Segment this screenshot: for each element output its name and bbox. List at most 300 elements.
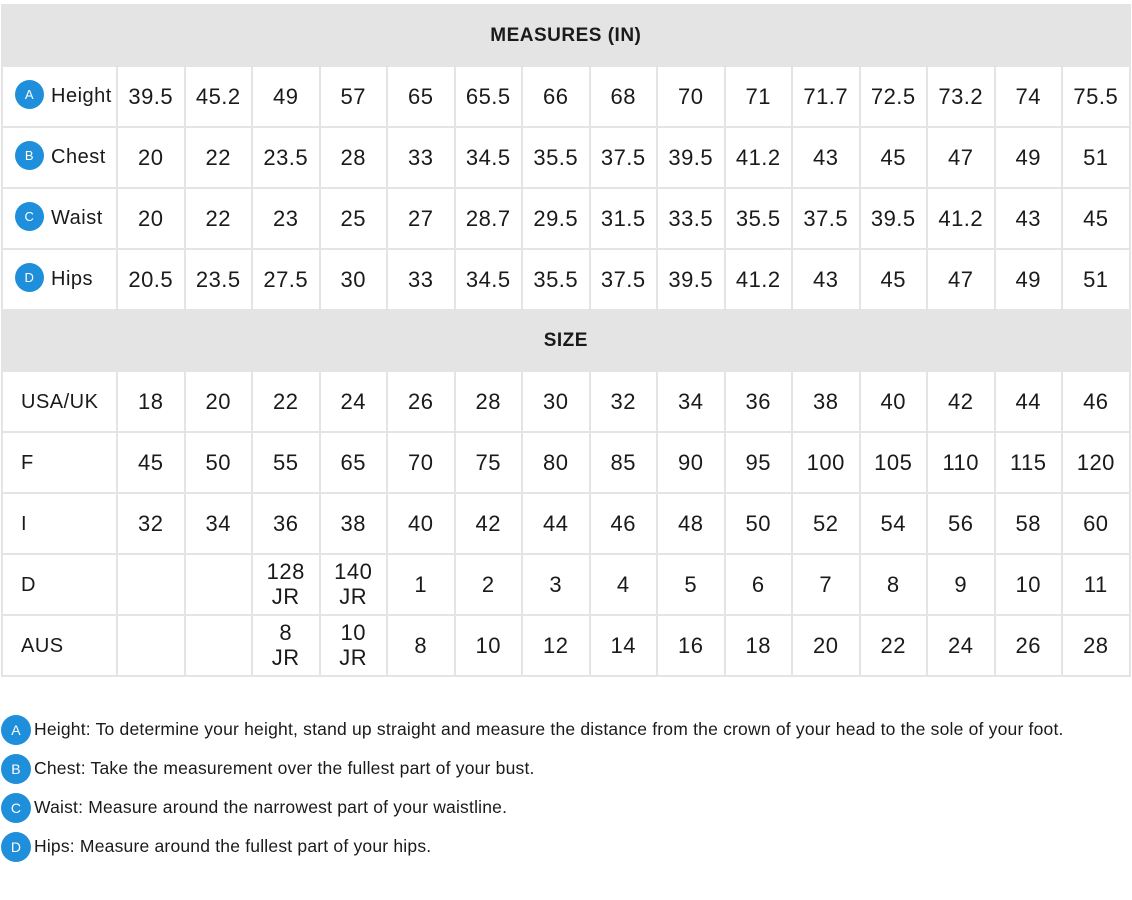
value-text: 85 [610,449,636,475]
value-text: 34.5 [465,144,511,170]
value-text: 27.5 [263,266,309,292]
letter-badge-icon: B [15,141,44,170]
value-cell [792,432,860,493]
value-cell [1062,554,1130,615]
value-cell [117,432,185,493]
value-cell [455,432,523,493]
value-cell [455,371,523,432]
value-text: 4 [616,571,630,597]
value-cell [792,615,860,676]
value-cell [860,371,928,432]
value-cell [455,66,523,127]
value-text: 70 [408,449,434,475]
value-text: 35.5 [735,205,781,231]
value-text: 49 [1015,266,1041,292]
value-cell [1062,432,1130,493]
value-cell [590,493,658,554]
value-cell [252,554,320,615]
value-cell [185,493,253,554]
value-text: 36 [745,388,771,414]
value-text: 10 [475,632,501,658]
row-label-text: D [21,573,36,596]
value-cell [590,188,658,249]
value-text: 54 [880,510,906,536]
value-text: 22 [880,632,906,658]
value-text: 49 [1015,144,1041,170]
value-text: 34 [205,510,231,536]
value-text: 22 [205,205,231,231]
value-text: 24 [948,632,974,658]
value-text: 39.5 [128,83,174,109]
value-text: 40 [408,510,434,536]
value-cell [320,554,388,615]
value-cell [995,432,1063,493]
value-cell [927,554,995,615]
value-text: 41.2 [735,144,781,170]
size-chart-body [2,5,1130,676]
value-text: 33.5 [668,205,714,231]
value-cell [117,127,185,188]
value-cell [252,188,320,249]
value-text: 39.5 [668,266,714,292]
measures-header-row [2,5,1130,66]
value-cell [1062,493,1130,554]
value-cell [117,493,185,554]
letter-badge-icon: A [15,80,44,109]
value-text: 48 [678,510,704,536]
value-text: 37.5 [600,144,646,170]
value-text: 95 [745,449,771,475]
value-text: 25 [340,205,366,231]
value-cell [657,432,725,493]
value-text: 45.2 [195,83,241,109]
value-cell [725,432,793,493]
value-text: 43 [1015,205,1041,231]
value-cell [1062,66,1130,127]
value-text: 80 [543,449,569,475]
value-text: 23 [273,205,299,231]
row-label [2,615,117,676]
value-text: 18 [138,388,164,414]
value-cell [792,371,860,432]
value-cell [995,615,1063,676]
value-cell [185,554,253,615]
value-cell [252,432,320,493]
value-text: 40 [880,388,906,414]
value-text: 10 [1015,571,1041,597]
value-cell [995,554,1063,615]
value-text: 70 [678,83,704,109]
value-cell [725,493,793,554]
value-cell [725,615,793,676]
row-label [2,66,117,127]
legend-text: Chest: Take the measurement over the fullest part of your bust. [34,758,535,778]
value-cell [185,432,253,493]
value-text: 128 JR [266,559,305,609]
value-cell [117,371,185,432]
value-text: 20.5 [128,266,174,292]
value-cell [117,249,185,310]
value-text: 36 [273,510,299,536]
value-text: 39.5 [870,205,916,231]
value-text: 28 [340,144,366,170]
measurement-legend [1,710,1121,866]
value-cell [927,371,995,432]
value-text: 140 JR [334,559,373,609]
value-cell [792,127,860,188]
legend-text: Waist: Measure around the narrowest part of your waistline. [34,797,508,817]
value-cell [995,127,1063,188]
value-text: 72.5 [870,83,916,109]
value-text: 73.2 [938,83,984,109]
value-cell [522,554,590,615]
value-text: 32 [138,510,164,536]
letter-badge-icon: C [1,793,31,823]
value-text: 51 [1083,266,1109,292]
value-cell [860,188,928,249]
value-cell [185,615,253,676]
value-cell [117,615,185,676]
value-cell [725,249,793,310]
letter-badge-icon: A [1,715,31,745]
value-cell [995,188,1063,249]
value-text: 58 [1015,510,1041,536]
value-cell [657,371,725,432]
value-text: 100 [806,449,845,475]
row-label [2,371,117,432]
value-cell [522,127,590,188]
value-cell [522,432,590,493]
value-text: 75 [475,449,501,475]
value-cell [1062,249,1130,310]
value-text: 18 [745,632,771,658]
value-cell [252,249,320,310]
value-cell [387,249,455,310]
measures-header: MEASURES (IN) [2,5,1130,66]
value-text: 71 [745,83,771,109]
value-cell [252,66,320,127]
value-text: 35.5 [533,144,579,170]
value-cell [455,249,523,310]
value-text: 44 [1015,388,1041,414]
value-text: 50 [745,510,771,536]
value-cell [995,371,1063,432]
value-text: 33 [408,144,434,170]
value-text: 26 [1015,632,1041,658]
value-cell [657,493,725,554]
value-cell [387,554,455,615]
value-text: 44 [543,510,569,536]
legend-item [1,788,1121,827]
value-cell [455,493,523,554]
size-header-row [2,310,1130,371]
value-cell [252,127,320,188]
value-cell [725,127,793,188]
value-cell [185,249,253,310]
sizes-row-usa-uk [2,371,1130,432]
value-text: 7 [819,571,833,597]
value-cell [320,615,388,676]
value-text: 43 [813,266,839,292]
value-cell [387,493,455,554]
letter-badge-icon: C [15,202,44,231]
value-text: 22 [205,144,231,170]
value-text: 30 [543,388,569,414]
value-text: 33 [408,266,434,292]
value-text: 41.2 [938,205,984,231]
sizes-row-aus [2,615,1130,676]
size-header: SIZE [2,310,1130,371]
sizes-row-d [2,554,1130,615]
value-text: 35.5 [533,266,579,292]
value-text: 14 [610,632,636,658]
value-cell [725,371,793,432]
value-cell [590,249,658,310]
value-cell [1062,188,1130,249]
value-text: 5 [684,571,698,597]
value-cell [387,371,455,432]
value-cell [185,127,253,188]
value-cell [1062,127,1130,188]
value-cell [387,188,455,249]
value-text: 8 [886,571,900,597]
value-text: 45 [880,144,906,170]
value-text: 3 [549,571,563,597]
value-cell [927,615,995,676]
value-text: 46 [610,510,636,536]
value-cell [657,554,725,615]
value-cell [455,127,523,188]
value-text: 57 [340,83,366,109]
row-label-text: F [21,451,34,474]
value-cell [860,127,928,188]
value-cell [387,66,455,127]
value-cell [860,66,928,127]
value-text: 115 [1009,449,1047,475]
value-cell [927,432,995,493]
value-cell [860,493,928,554]
value-cell [522,371,590,432]
value-text: 23.5 [263,144,309,170]
value-text: 28 [1083,632,1109,658]
value-text: 8 [414,632,428,658]
value-text: 37.5 [803,205,849,231]
value-text: 20 [813,632,839,658]
value-cell [657,66,725,127]
value-cell [927,66,995,127]
value-cell [792,249,860,310]
value-cell [117,188,185,249]
value-text: 42 [948,388,974,414]
value-text: 20 [138,205,164,231]
legend-item [1,827,1121,866]
value-text: 38 [340,510,366,536]
value-text: 20 [205,388,231,414]
value-text: 20 [138,144,164,170]
row-label [2,249,117,310]
value-cell [185,371,253,432]
value-text: 65 [340,449,366,475]
value-cell [455,554,523,615]
value-text: 47 [948,266,974,292]
value-cell [590,432,658,493]
value-text: 110 [942,449,980,475]
value-cell [387,127,455,188]
value-cell [725,188,793,249]
measures-row-chest [2,127,1130,188]
value-cell [792,554,860,615]
value-text: 16 [678,632,704,658]
value-cell [860,432,928,493]
value-cell [590,127,658,188]
row-label-text: I [21,512,28,535]
size-chart-table [1,4,1131,677]
value-text: 66 [543,83,569,109]
value-text: 46 [1083,388,1109,414]
value-text: 10 JR [339,620,368,670]
value-text: 26 [408,388,434,414]
value-text: 24 [340,388,366,414]
value-text: 43 [813,144,839,170]
value-cell [860,554,928,615]
row-label [2,127,117,188]
row-label [2,188,117,249]
value-cell [995,249,1063,310]
value-text: 34.5 [465,266,511,292]
value-cell [792,188,860,249]
value-cell [117,66,185,127]
value-cell [860,249,928,310]
value-text: 29.5 [533,205,579,231]
value-text: 60 [1083,510,1109,536]
row-label [2,554,117,615]
row-label [2,432,117,493]
measures-row-hips [2,249,1130,310]
value-text: 31.5 [600,205,646,231]
value-text: 49 [273,83,299,109]
sizes-row-i [2,493,1130,554]
value-cell [387,615,455,676]
row-label-text: AUS [21,634,64,657]
value-text: 2 [481,571,495,597]
value-text: 27 [408,205,434,231]
value-text: 37.5 [600,266,646,292]
value-cell [725,66,793,127]
value-cell [387,432,455,493]
value-cell [185,66,253,127]
value-cell [320,493,388,554]
value-text: 65 [408,83,434,109]
value-text: 45 [138,449,164,475]
value-cell [590,554,658,615]
value-text: 34 [678,388,704,414]
value-cell [252,493,320,554]
value-text: 30 [340,266,366,292]
value-cell [657,249,725,310]
value-text: 74 [1015,83,1041,109]
value-text: 38 [813,388,839,414]
value-cell [320,432,388,493]
letter-badge-icon: B [1,754,31,784]
value-cell [522,249,590,310]
value-text: 32 [610,388,636,414]
row-label-text: USA/UK [21,390,99,413]
row-label [2,493,117,554]
sizes-row-f [2,432,1130,493]
value-cell [320,371,388,432]
legend-item [1,710,1121,749]
value-cell [657,127,725,188]
value-cell [252,615,320,676]
value-cell [657,615,725,676]
value-cell [320,249,388,310]
value-text: 9 [954,571,968,597]
value-cell [927,493,995,554]
value-text: 47 [948,144,974,170]
value-cell [927,188,995,249]
value-cell [522,615,590,676]
value-text: 45 [880,266,906,292]
value-cell [995,66,1063,127]
value-text: 56 [948,510,974,536]
measures-row-waist [2,188,1130,249]
value-cell [185,188,253,249]
row-label-text: Hips [51,267,94,290]
value-cell [792,493,860,554]
value-text: 23.5 [195,266,241,292]
value-cell [927,127,995,188]
value-cell [522,188,590,249]
value-text: 6 [751,571,765,597]
value-text: 39.5 [668,144,714,170]
value-text: 68 [610,83,636,109]
legend-text: Height: To determine your height, stand up straight and measure the distance from the crown of your head to the sole of your foot. [34,719,1064,739]
value-cell [792,66,860,127]
legend-text: Hips: Measure around the fullest part of your hips. [34,836,432,856]
value-cell [725,554,793,615]
value-cell [927,249,995,310]
value-cell [860,615,928,676]
value-text: 55 [273,449,299,475]
value-text: 51 [1083,144,1109,170]
value-cell [522,66,590,127]
value-cell [590,615,658,676]
value-text: 120 [1076,449,1115,475]
row-label-text: Chest [51,145,106,168]
value-text: 75.5 [1073,83,1119,109]
value-cell [117,554,185,615]
value-text: 105 [874,449,913,475]
value-text: 22 [273,388,299,414]
value-text: 65.5 [465,83,511,109]
row-label-text: Height [51,84,112,107]
value-text: 71.7 [803,83,849,109]
value-cell [522,493,590,554]
value-text: 11 [1083,571,1108,597]
value-cell [657,188,725,249]
value-text: 8 JR [271,620,300,670]
row-label-text: Waist [51,206,103,229]
value-text: 45 [1083,205,1109,231]
value-cell [455,188,523,249]
value-cell [320,188,388,249]
value-text: 12 [543,632,569,658]
value-cell [455,615,523,676]
value-text: 28 [475,388,501,414]
legend-item [1,749,1121,788]
value-cell [995,493,1063,554]
value-cell [320,66,388,127]
